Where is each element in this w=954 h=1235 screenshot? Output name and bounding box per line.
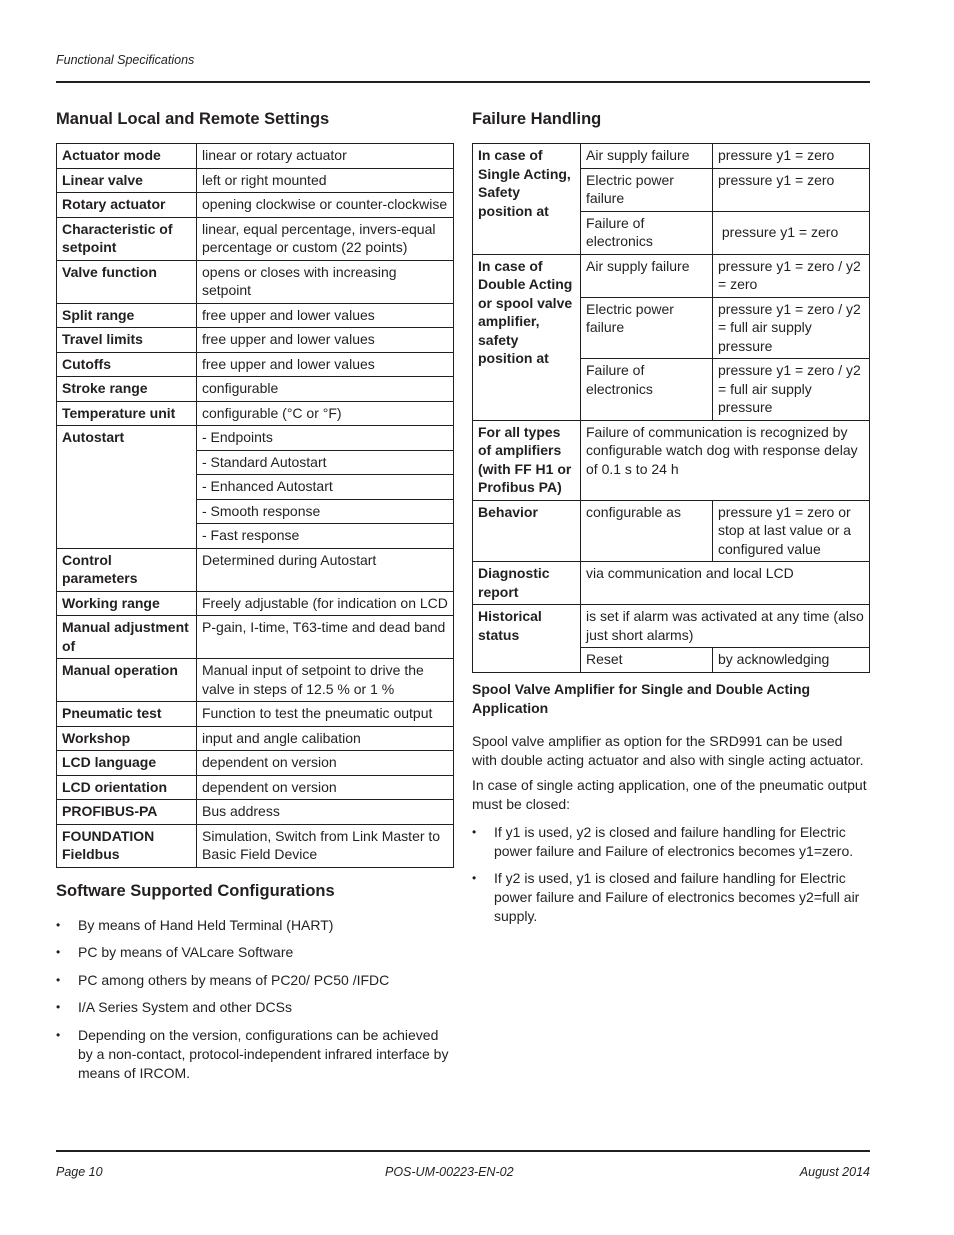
failure-condition: configurable as xyxy=(581,500,713,562)
table-row xyxy=(57,548,454,591)
row-value: - Standard Autostart xyxy=(197,450,454,475)
list-item: • If y2 is used, y1 is closed and failure handling for Electric power failure and Failure of electronics becomes y2=full air supply. xyxy=(472,869,870,926)
table-row xyxy=(473,144,870,169)
table-row xyxy=(57,726,454,751)
row-key: Stroke range xyxy=(57,377,197,402)
spool-paragraph: Spool valve amplifier as option for the SRD991 can be used with double acting actuator and also with single acting actuator. xyxy=(472,732,864,768)
failure-result: pressure y1 = zero xyxy=(713,168,870,211)
row-value: Bus address xyxy=(197,800,454,825)
failure-condition: Electric power failure xyxy=(581,297,713,359)
row-key: Rotary actuator xyxy=(57,193,197,218)
row-key: In case of Single Acting, Safety position at xyxy=(473,144,581,255)
table-row xyxy=(57,352,454,377)
row-value: via communication and local LCD xyxy=(581,562,870,605)
row-key: Behavior xyxy=(473,500,581,562)
row-value: opening clockwise or counter-clockwise xyxy=(197,193,454,218)
manual-settings-table xyxy=(56,143,454,868)
row-key: Working range xyxy=(57,591,197,616)
row-key: Characteristic of setpoint xyxy=(57,217,197,260)
list-item: • Depending on the version, configurations can be achieved by a non-contact, protocol-independent infrared interface by means of IRCOM. xyxy=(56,1026,454,1083)
row-key: Manual adjustment of xyxy=(57,616,197,659)
software-heading: Software Supported Configurations xyxy=(56,881,335,900)
table-row xyxy=(57,751,454,776)
failure-result: pressure y1 = zero / y2 = full air supply pressure xyxy=(713,359,870,421)
table-row xyxy=(473,605,870,648)
header-rule xyxy=(56,81,870,83)
row-value: - Smooth response xyxy=(197,499,454,524)
row-key: Historical status xyxy=(473,605,581,673)
table-row xyxy=(473,500,870,562)
table-row xyxy=(57,377,454,402)
row-key: Valve function xyxy=(57,260,197,303)
row-key: Split range xyxy=(57,303,197,328)
footer-rule xyxy=(56,1150,870,1152)
table-row xyxy=(57,702,454,727)
row-value: configurable xyxy=(197,377,454,402)
failure-condition: Air supply failure xyxy=(581,144,713,169)
row-key: Linear valve xyxy=(57,168,197,193)
row-value: Determined during Autostart xyxy=(197,548,454,591)
table-row xyxy=(473,420,870,500)
spool-list xyxy=(472,823,870,926)
table-row xyxy=(57,217,454,260)
row-value: free upper and lower values xyxy=(197,352,454,377)
row-key: Diagnostic report xyxy=(473,562,581,605)
list-item: • If y1 is used, y2 is closed and failure handling for Electric power failure and Failure of electronics becomes y1=zero. xyxy=(472,823,870,861)
row-value: dependent on version xyxy=(197,751,454,776)
failure-result: pressure y1 = zero xyxy=(713,211,870,254)
publication-date: August 2014 xyxy=(799,1165,870,1179)
right-column xyxy=(472,108,870,934)
table-row xyxy=(57,426,454,451)
table-row xyxy=(57,775,454,800)
row-value: dependent on version xyxy=(197,775,454,800)
row-value: Function to test the pneumatic output xyxy=(197,702,454,727)
row-value: - Enhanced Autostart xyxy=(197,475,454,500)
row-key: For all types of amplifiers (with FF H1 or Profibus PA) xyxy=(473,420,581,500)
row-key: LCD language xyxy=(57,751,197,776)
table-row xyxy=(57,800,454,825)
row-value: linear, equal percentage, invers-equal percentage or custom (22 points) xyxy=(197,217,454,260)
failure-table xyxy=(472,143,870,673)
failure-condition: Reset xyxy=(581,648,713,673)
table-row xyxy=(57,260,454,303)
row-value: - Fast response xyxy=(197,524,454,549)
table-row xyxy=(473,562,870,605)
failure-result: by acknowledging xyxy=(713,648,870,673)
left-column xyxy=(56,108,454,1091)
row-key: Travel limits xyxy=(57,328,197,353)
table-row xyxy=(57,401,454,426)
row-value: P-gain, I-time, T63-time and dead band xyxy=(197,616,454,659)
table-row xyxy=(57,144,454,169)
row-key: Workshop xyxy=(57,726,197,751)
table-row xyxy=(57,303,454,328)
row-value: opens or closes with increasing setpoint xyxy=(197,260,454,303)
failure-condition: Failure of electronics xyxy=(581,359,713,421)
table-row xyxy=(57,168,454,193)
failure-condition: Air supply failure xyxy=(581,254,713,297)
table-row xyxy=(57,616,454,659)
row-value: free upper and lower values xyxy=(197,328,454,353)
failure-result: pressure y1 = zero or stop at last value or a configured value xyxy=(713,500,870,562)
table-row xyxy=(473,254,870,297)
row-key: Temperature unit xyxy=(57,401,197,426)
row-key: Cutoffs xyxy=(57,352,197,377)
running-header: Functional Specifications xyxy=(56,53,195,67)
document-id: POS-UM-00223-EN-02 xyxy=(385,1165,514,1179)
row-key: Pneumatic test xyxy=(57,702,197,727)
spool-heading: Spool Valve Amplifier for Single and Double Acting Application xyxy=(472,680,811,716)
row-key: Manual operation xyxy=(57,659,197,702)
failure-condition: Electric power failure xyxy=(581,168,713,211)
failure-heading: Failure Handling xyxy=(472,110,602,128)
table-row xyxy=(57,328,454,353)
failure-result: pressure y1 = zero xyxy=(713,144,870,169)
row-key: Autostart xyxy=(57,426,197,549)
row-value: Manual input of setpoint to drive the valve in steps of 12.5 % or 1 % xyxy=(197,659,454,702)
failure-condition: Failure of electronics xyxy=(581,211,713,254)
table-row xyxy=(57,193,454,218)
row-value: configurable (°C or °F) xyxy=(197,401,454,426)
row-value: Failure of communication is recognized by configurable watch dog with response delay of 0.1 s to 24 h xyxy=(581,420,870,500)
row-key: FOUNDATION Fieldbus xyxy=(57,824,197,867)
row-key: In case of Double Acting or spool valve amplifier, safety position at xyxy=(473,254,581,420)
row-key: Actuator mode xyxy=(57,144,197,169)
list-item: • By means of Hand Held Terminal (HART) xyxy=(56,916,454,935)
table-row xyxy=(57,591,454,616)
software-list xyxy=(56,916,454,1083)
failure-result: pressure y1 = zero / y2 = zero xyxy=(713,254,870,297)
list-item: • I/A Series System and other DCSs xyxy=(56,998,454,1017)
row-value: is set if alarm was activated at any time (also just short alarms) xyxy=(581,605,870,648)
list-item: • PC by means of VALcare Software xyxy=(56,943,454,962)
list-item: • PC among others by means of PC20/ PC50 /IFDC xyxy=(56,971,454,990)
row-value: left or right mounted xyxy=(197,168,454,193)
row-value: Simulation, Switch from Link Master to Basic Field Device xyxy=(197,824,454,867)
row-value: Freely adjustable (for indication on LCD xyxy=(197,591,454,616)
spool-paragraph: In case of single acting application, one of the pneumatic output must be closed: xyxy=(472,776,867,812)
table-row xyxy=(57,659,454,702)
row-value: linear or rotary actuator xyxy=(197,144,454,169)
row-key: LCD orientation xyxy=(57,775,197,800)
row-key: PROFIBUS-PA xyxy=(57,800,197,825)
manual-settings-heading: Manual Local and Remote Settings xyxy=(56,110,330,128)
page-number: Page 10 xyxy=(56,1165,103,1179)
row-value: free upper and lower values xyxy=(197,303,454,328)
row-value: - Endpoints xyxy=(197,426,454,451)
failure-result: pressure y1 = zero / y2 = full air supply pressure xyxy=(713,297,870,359)
row-key: Control parameters xyxy=(57,548,197,591)
table-row xyxy=(57,824,454,867)
row-value: input and angle calibation xyxy=(197,726,454,751)
